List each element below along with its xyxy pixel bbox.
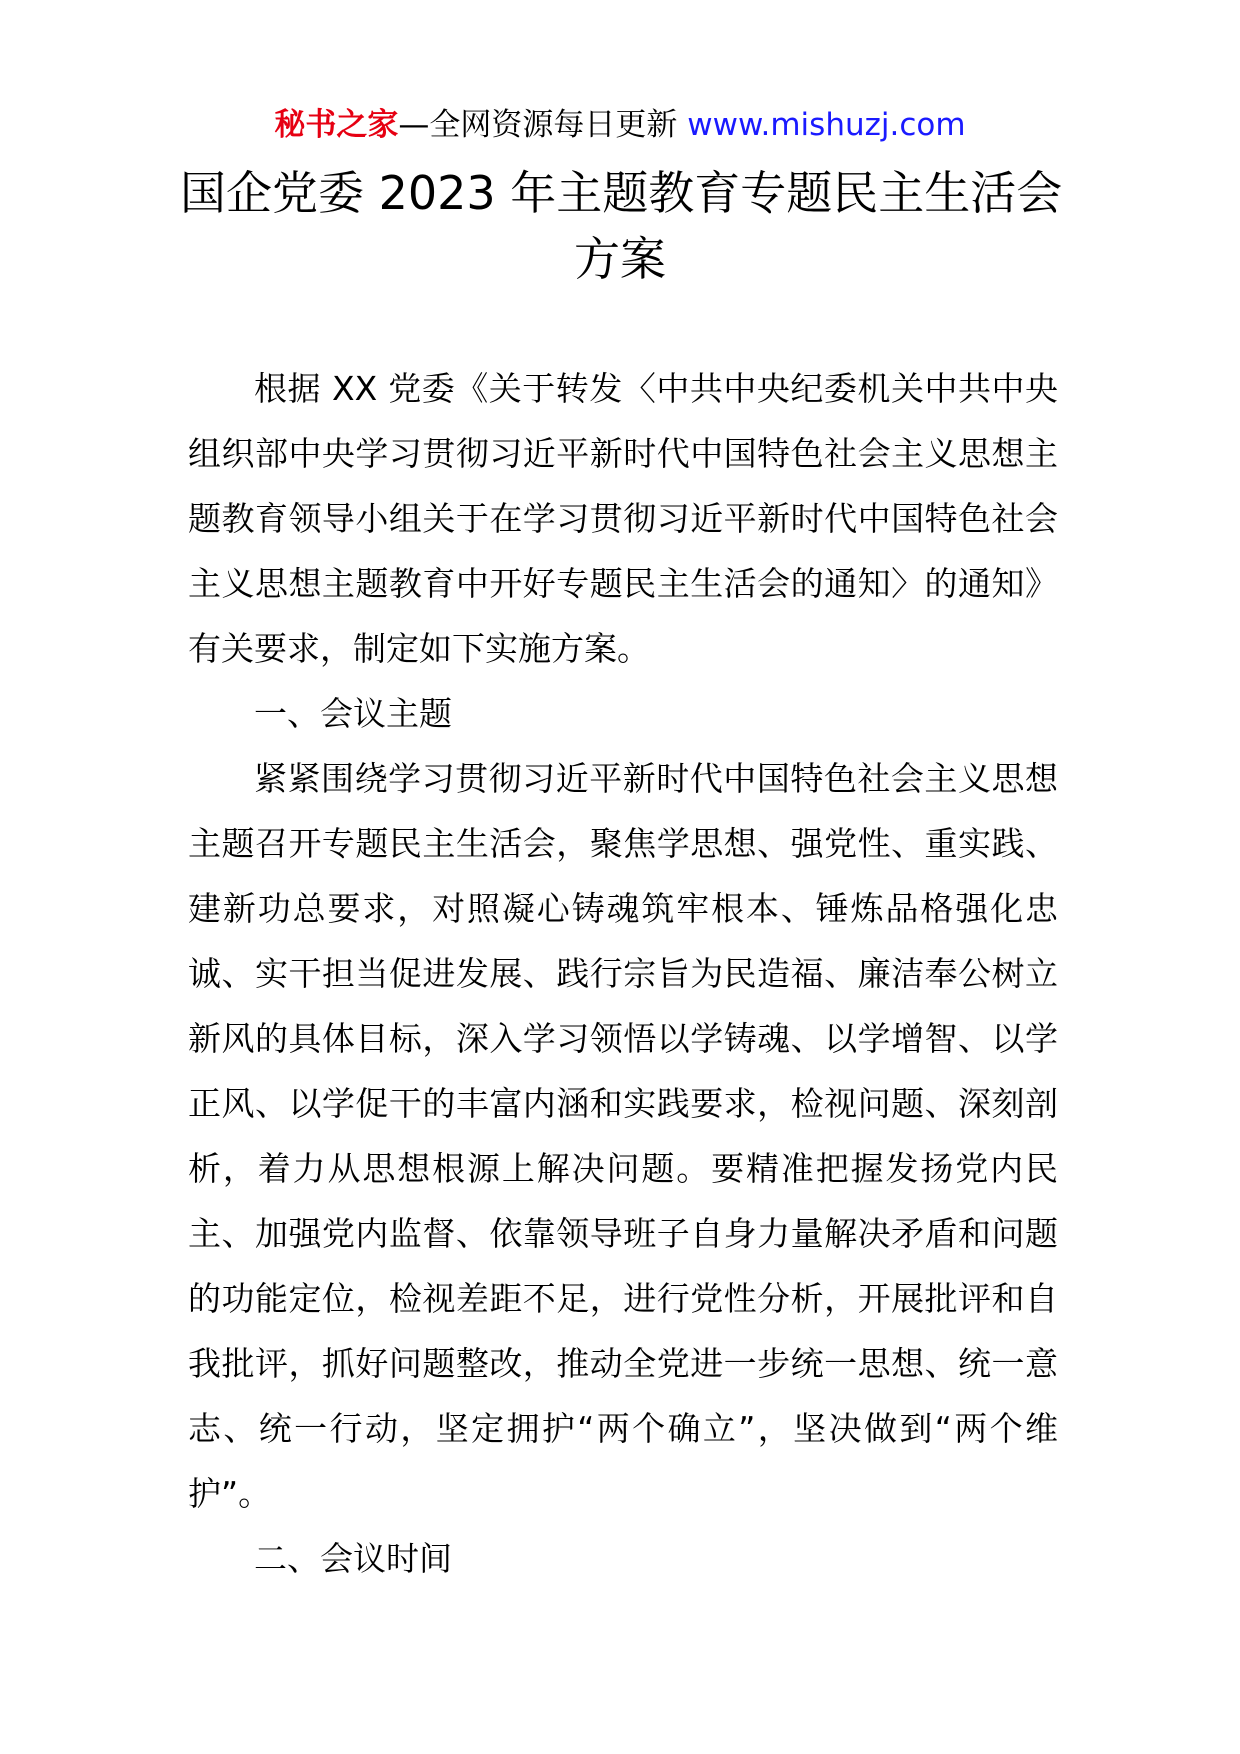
section-1-paragraph: 紧紧围绕学习贯彻习近平新时代中国特色社会主义思想主题召开专题民主生活会，聚焦学思想、强党性、重实践、建新功总要求，对照凝心铸魂筑牢根本、锤炼品格强化忠诚、实干担当促进发展、践行宗旨为民造福、廉洁奉公树立新风的具体目标，深入学习领悟以学铸魂、以学增智、以学正风、以学促干的丰富内涵和实践要求，检视问题、深刻剖析，着力从思想根源上解决问题。要精准把握发扬党内民主、加强党内监督、依靠领导班子自身力量解决矛盾和问题的功能定位，检视差距不足，进行党性分析，开展批评和自我批评，抓好问题整改，推动全党进一步统一思想、统一意志、统一行动，坚定拥护“两个确立”，坚决做到“两个维护”。 — [188, 759, 1058, 1513]
document-title-line-1: 国企党委 2023 年主题教育专题民主生活会 — [180, 166, 1063, 220]
document-body — [188, 356, 1058, 1591]
intro-paragraph: 根据 XX 党委《关于转发〈中共中央纪委机关中共中央组织部中央学习贯彻习近平新时代中国特色社会主义思想主题教育领导小组关于在学习贯彻习近平新时代中国特色社会主义思想主题教育中开好专题民主生活会的通知〉的通知》有关要求，制定如下实施方案。 — [188, 369, 1058, 668]
document-title-line-2: 方案 — [574, 232, 666, 286]
document-title — [180, 160, 1063, 292]
site-url-link[interactable]: www.mishuzj.com — [687, 107, 966, 143]
header-slogan: —全网资源每日更新 — [398, 107, 688, 143]
site-header — [0, 100, 1240, 150]
section-1-heading: 一、会议主题 — [254, 694, 452, 733]
section-2-heading: 二、会议时间 — [254, 1539, 452, 1578]
brand-name: 秘书之家 — [274, 107, 399, 143]
